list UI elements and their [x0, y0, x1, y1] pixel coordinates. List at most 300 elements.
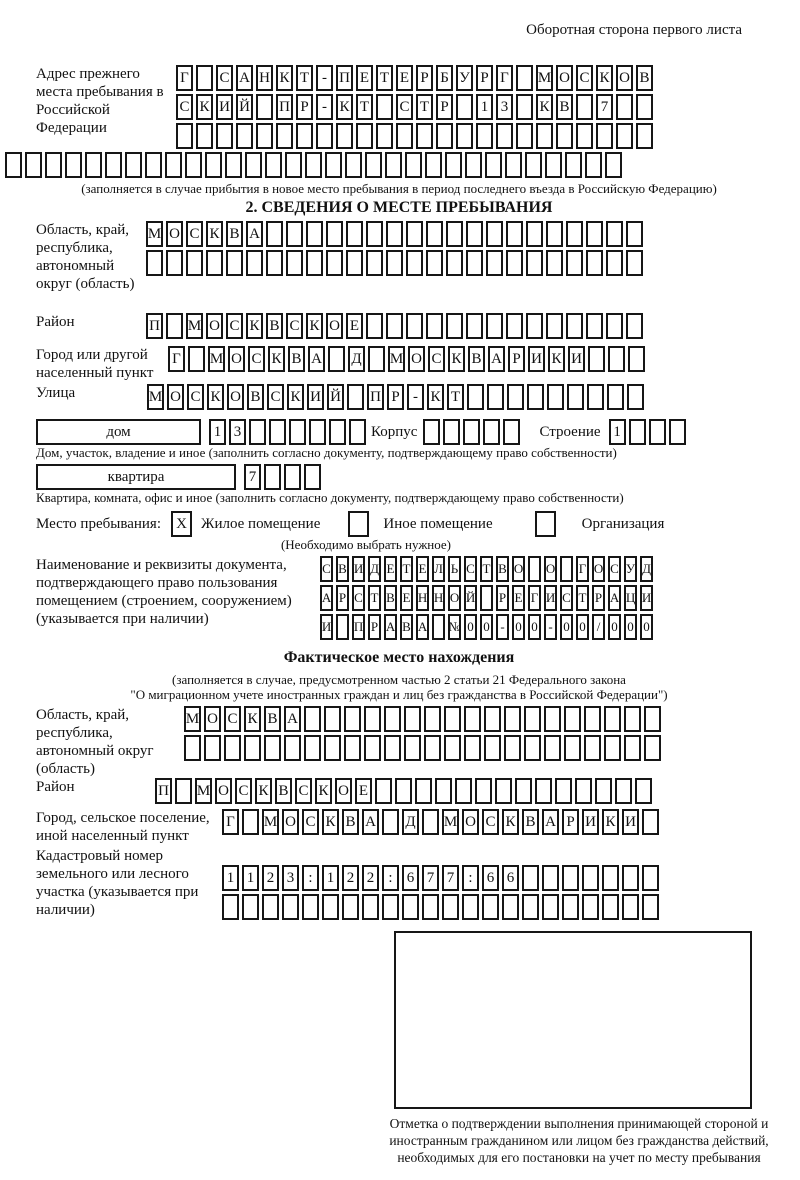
char-cell[interactable]: А — [542, 809, 559, 835]
char-cell[interactable]: Е — [396, 65, 413, 91]
char-cell[interactable] — [483, 419, 500, 445]
char-cell[interactable]: О — [408, 346, 425, 372]
char-cell[interactable] — [404, 706, 421, 732]
char-cell[interactable] — [222, 894, 239, 920]
char-cell[interactable] — [366, 313, 383, 339]
char-cell[interactable] — [344, 735, 361, 761]
char-cell[interactable]: А — [362, 809, 379, 835]
char-cell[interactable] — [286, 221, 303, 247]
char-cell[interactable]: А — [284, 706, 301, 732]
char-cell[interactable]: О — [616, 65, 633, 91]
char-cell[interactable]: М — [208, 346, 225, 372]
char-cell[interactable]: П — [352, 614, 365, 640]
char-cell[interactable] — [125, 152, 142, 178]
char-cell[interactable] — [455, 778, 472, 804]
char-cell[interactable] — [503, 419, 520, 445]
char-cell[interactable] — [422, 809, 439, 835]
char-cell[interactable]: 0 — [528, 614, 541, 640]
char-cell[interactable] — [384, 706, 401, 732]
char-cell[interactable] — [376, 123, 393, 149]
char-cell[interactable]: Е — [346, 313, 363, 339]
char-cell[interactable] — [166, 250, 183, 276]
char-cell[interactable] — [402, 894, 419, 920]
char-cell[interactable] — [485, 152, 502, 178]
char-cell[interactable]: Р — [336, 585, 349, 611]
char-cell[interactable] — [432, 614, 445, 640]
char-cell[interactable] — [622, 865, 639, 891]
char-cell[interactable] — [245, 152, 262, 178]
char-cell[interactable] — [624, 735, 641, 761]
char-cell[interactable]: Е — [356, 65, 373, 91]
char-cell[interactable]: : — [382, 865, 399, 891]
char-cell[interactable] — [576, 123, 593, 149]
apartment-cells[interactable] — [244, 464, 324, 490]
char-cell[interactable] — [604, 706, 621, 732]
char-cell[interactable]: М — [146, 221, 163, 247]
char-cell[interactable] — [566, 313, 583, 339]
char-cell[interactable]: Р — [562, 809, 579, 835]
char-cell[interactable]: Й — [327, 384, 344, 410]
char-cell[interactable] — [566, 250, 583, 276]
char-cell[interactable]: К — [206, 221, 223, 247]
char-cell[interactable] — [526, 250, 543, 276]
char-cell[interactable] — [584, 706, 601, 732]
char-cell[interactable]: : — [302, 865, 319, 891]
char-cell[interactable] — [605, 152, 622, 178]
prev-address-row-1[interactable] — [176, 65, 656, 91]
char-cell[interactable] — [206, 250, 223, 276]
char-cell[interactable] — [586, 221, 603, 247]
char-cell[interactable] — [364, 735, 381, 761]
char-cell[interactable]: В — [288, 346, 305, 372]
char-cell[interactable] — [45, 152, 62, 178]
region-row-2[interactable] — [146, 250, 646, 276]
char-cell[interactable] — [366, 221, 383, 247]
char-cell[interactable]: Т — [400, 556, 413, 582]
prev-address-row-4[interactable] — [5, 152, 762, 178]
char-cell[interactable] — [347, 384, 364, 410]
char-cell[interactable] — [584, 735, 601, 761]
char-cell[interactable] — [506, 313, 523, 339]
char-cell[interactable]: 3 — [229, 419, 246, 445]
char-cell[interactable] — [616, 94, 633, 120]
char-cell[interactable]: В — [496, 556, 509, 582]
char-cell[interactable] — [284, 464, 301, 490]
char-cell[interactable] — [544, 706, 561, 732]
char-cell[interactable] — [466, 221, 483, 247]
organization-checkbox[interactable] — [535, 511, 556, 537]
char-cell[interactable] — [426, 313, 443, 339]
char-cell[interactable] — [482, 894, 499, 920]
char-cell[interactable]: С — [428, 346, 445, 372]
char-cell[interactable] — [265, 152, 282, 178]
document-row-2[interactable] — [320, 585, 656, 611]
char-cell[interactable]: 0 — [624, 614, 637, 640]
char-cell[interactable] — [375, 778, 392, 804]
char-cell[interactable]: С — [576, 65, 593, 91]
char-cell[interactable]: О — [166, 221, 183, 247]
char-cell[interactable] — [669, 419, 686, 445]
char-cell[interactable] — [289, 419, 306, 445]
char-cell[interactable]: Т — [356, 94, 373, 120]
char-cell[interactable]: 1 — [209, 419, 226, 445]
char-cell[interactable] — [406, 313, 423, 339]
char-cell[interactable]: У — [624, 556, 637, 582]
char-cell[interactable]: Т — [368, 585, 381, 611]
char-cell[interactable]: И — [352, 556, 365, 582]
char-cell[interactable]: У — [456, 65, 473, 91]
char-cell[interactable]: В — [384, 585, 397, 611]
char-cell[interactable] — [405, 152, 422, 178]
char-cell[interactable]: 7 — [244, 464, 261, 490]
char-cell[interactable] — [604, 735, 621, 761]
char-cell[interactable]: Е — [400, 585, 413, 611]
char-cell[interactable] — [516, 123, 533, 149]
char-cell[interactable] — [424, 735, 441, 761]
char-cell[interactable] — [386, 250, 403, 276]
char-cell[interactable] — [336, 123, 353, 149]
cadastre-row-1[interactable] — [222, 865, 662, 891]
char-cell[interactable] — [395, 778, 412, 804]
char-cell[interactable]: П — [367, 384, 384, 410]
char-cell[interactable] — [547, 384, 564, 410]
char-cell[interactable] — [536, 123, 553, 149]
char-cell[interactable] — [443, 419, 460, 445]
char-cell[interactable] — [266, 221, 283, 247]
char-cell[interactable]: - — [407, 384, 424, 410]
char-cell[interactable] — [486, 313, 503, 339]
char-cell[interactable] — [587, 384, 604, 410]
char-cell[interactable] — [316, 123, 333, 149]
char-cell[interactable]: / — [592, 614, 605, 640]
street-row[interactable] — [147, 384, 647, 410]
char-cell[interactable] — [524, 706, 541, 732]
char-cell[interactable]: С — [248, 346, 265, 372]
char-cell[interactable] — [506, 221, 523, 247]
char-cell[interactable] — [626, 313, 643, 339]
char-cell[interactable]: 0 — [576, 614, 589, 640]
char-cell[interactable] — [244, 735, 261, 761]
char-cell[interactable]: 1 — [222, 865, 239, 891]
char-cell[interactable]: 7 — [442, 865, 459, 891]
char-cell[interactable]: Р — [508, 346, 525, 372]
char-cell[interactable]: К — [602, 809, 619, 835]
char-cell[interactable] — [105, 152, 122, 178]
char-cell[interactable] — [626, 221, 643, 247]
char-cell[interactable]: Р — [416, 65, 433, 91]
char-cell[interactable]: С — [396, 94, 413, 120]
char-cell[interactable] — [296, 123, 313, 149]
char-cell[interactable] — [356, 123, 373, 149]
char-cell[interactable] — [545, 152, 562, 178]
char-cell[interactable]: Г — [528, 585, 541, 611]
char-cell[interactable] — [544, 735, 561, 761]
char-cell[interactable] — [304, 706, 321, 732]
char-cell[interactable] — [606, 250, 623, 276]
char-cell[interactable]: М — [388, 346, 405, 372]
char-cell[interactable] — [264, 735, 281, 761]
char-cell[interactable] — [304, 735, 321, 761]
char-cell[interactable] — [616, 123, 633, 149]
char-cell[interactable] — [596, 123, 613, 149]
char-cell[interactable] — [224, 735, 241, 761]
char-cell[interactable] — [326, 221, 343, 247]
char-cell[interactable]: В — [400, 614, 413, 640]
char-cell[interactable] — [165, 152, 182, 178]
char-cell[interactable]: Р — [496, 585, 509, 611]
char-cell[interactable]: Б — [436, 65, 453, 91]
char-cell[interactable]: № — [448, 614, 461, 640]
char-cell[interactable] — [535, 778, 552, 804]
char-cell[interactable] — [382, 809, 399, 835]
document-row-3[interactable] — [320, 614, 656, 640]
char-cell[interactable] — [649, 419, 666, 445]
char-cell[interactable]: - — [544, 614, 557, 640]
char-cell[interactable]: С — [464, 556, 477, 582]
char-cell[interactable]: Е — [355, 778, 372, 804]
char-cell[interactable]: С — [286, 313, 303, 339]
char-cell[interactable] — [502, 894, 519, 920]
char-cell[interactable] — [344, 706, 361, 732]
char-cell[interactable] — [504, 735, 521, 761]
prev-address-row-3[interactable] — [176, 123, 656, 149]
char-cell[interactable] — [184, 735, 201, 761]
char-cell[interactable] — [476, 123, 493, 149]
char-cell[interactable]: Г — [496, 65, 513, 91]
char-cell[interactable]: С — [226, 313, 243, 339]
char-cell[interactable] — [346, 221, 363, 247]
char-cell[interactable]: А — [320, 585, 333, 611]
char-cell[interactable] — [196, 65, 213, 91]
char-cell[interactable]: И — [582, 809, 599, 835]
char-cell[interactable]: В — [336, 556, 349, 582]
char-cell[interactable] — [362, 894, 379, 920]
char-cell[interactable]: А — [488, 346, 505, 372]
char-cell[interactable]: 1 — [322, 865, 339, 891]
char-cell[interactable] — [567, 384, 584, 410]
char-cell[interactable] — [324, 735, 341, 761]
char-cell[interactable]: С — [320, 556, 333, 582]
char-cell[interactable] — [242, 809, 259, 835]
char-cell[interactable] — [368, 346, 385, 372]
char-cell[interactable] — [484, 735, 501, 761]
char-cell[interactable]: Т — [447, 384, 464, 410]
char-cell[interactable]: 7 — [596, 94, 613, 120]
char-cell[interactable]: С — [302, 809, 319, 835]
char-cell[interactable] — [306, 250, 323, 276]
char-cell[interactable]: Д — [640, 556, 653, 582]
char-cell[interactable]: П — [276, 94, 293, 120]
char-cell[interactable] — [266, 250, 283, 276]
char-cell[interactable] — [636, 123, 653, 149]
char-cell[interactable] — [386, 313, 403, 339]
char-cell[interactable]: С — [235, 778, 252, 804]
char-cell[interactable]: Д — [348, 346, 365, 372]
city-row[interactable] — [168, 346, 648, 372]
char-cell[interactable] — [145, 152, 162, 178]
char-cell[interactable]: О — [282, 809, 299, 835]
char-cell[interactable] — [565, 152, 582, 178]
char-cell[interactable] — [444, 706, 461, 732]
char-cell[interactable]: 2 — [342, 865, 359, 891]
char-cell[interactable]: С — [352, 585, 365, 611]
char-cell[interactable] — [425, 152, 442, 178]
district-row[interactable] — [146, 313, 646, 339]
char-cell[interactable] — [496, 123, 513, 149]
char-cell[interactable]: В — [342, 809, 359, 835]
char-cell[interactable]: О — [206, 313, 223, 339]
char-cell[interactable] — [146, 250, 163, 276]
char-cell[interactable] — [626, 250, 643, 276]
char-cell[interactable] — [627, 384, 644, 410]
char-cell[interactable]: Г — [168, 346, 185, 372]
char-cell[interactable] — [524, 735, 541, 761]
char-cell[interactable] — [424, 706, 441, 732]
char-cell[interactable]: А — [308, 346, 325, 372]
char-cell[interactable] — [602, 865, 619, 891]
char-cell[interactable] — [586, 313, 603, 339]
char-cell[interactable] — [384, 735, 401, 761]
char-cell[interactable] — [576, 94, 593, 120]
char-cell[interactable] — [406, 221, 423, 247]
char-cell[interactable] — [585, 152, 602, 178]
char-cell[interactable]: С — [224, 706, 241, 732]
char-cell[interactable]: С — [482, 809, 499, 835]
char-cell[interactable]: Г — [176, 65, 193, 91]
char-cell[interactable]: О — [215, 778, 232, 804]
char-cell[interactable] — [642, 894, 659, 920]
char-cell[interactable] — [615, 778, 632, 804]
char-cell[interactable]: С — [186, 221, 203, 247]
char-cell[interactable]: С — [560, 585, 573, 611]
char-cell[interactable]: 6 — [502, 865, 519, 891]
char-cell[interactable]: М — [262, 809, 279, 835]
char-cell[interactable]: К — [548, 346, 565, 372]
char-cell[interactable] — [256, 94, 273, 120]
char-cell[interactable]: Р — [592, 585, 605, 611]
char-cell[interactable]: С — [267, 384, 284, 410]
char-cell[interactable] — [406, 250, 423, 276]
char-cell[interactable]: С — [176, 94, 193, 120]
house-number-cells[interactable] — [209, 419, 369, 445]
char-cell[interactable] — [556, 123, 573, 149]
char-cell[interactable]: 1 — [242, 865, 259, 891]
char-cell[interactable] — [606, 313, 623, 339]
char-cell[interactable] — [426, 250, 443, 276]
char-cell[interactable]: В — [636, 65, 653, 91]
char-cell[interactable]: В — [556, 94, 573, 120]
char-cell[interactable] — [246, 250, 263, 276]
actual-district-row[interactable] — [155, 778, 655, 804]
char-cell[interactable]: О — [167, 384, 184, 410]
char-cell[interactable]: К — [322, 809, 339, 835]
char-cell[interactable]: 1 — [476, 94, 493, 120]
char-cell[interactable]: В — [226, 221, 243, 247]
char-cell[interactable] — [595, 778, 612, 804]
other-premises-checkbox[interactable] — [348, 511, 369, 537]
char-cell[interactable] — [366, 250, 383, 276]
char-cell[interactable] — [522, 894, 539, 920]
char-cell[interactable]: Т — [480, 556, 493, 582]
char-cell[interactable] — [376, 94, 393, 120]
char-cell[interactable] — [466, 313, 483, 339]
char-cell[interactable] — [644, 735, 661, 761]
char-cell[interactable] — [185, 152, 202, 178]
char-cell[interactable] — [309, 419, 326, 445]
char-cell[interactable] — [629, 419, 646, 445]
char-cell[interactable]: 6 — [482, 865, 499, 891]
char-cell[interactable] — [196, 123, 213, 149]
char-cell[interactable] — [487, 384, 504, 410]
char-cell[interactable] — [328, 346, 345, 372]
char-cell[interactable] — [475, 778, 492, 804]
char-cell[interactable] — [325, 152, 342, 178]
char-cell[interactable] — [606, 221, 623, 247]
char-cell[interactable]: 0 — [464, 614, 477, 640]
char-cell[interactable] — [575, 778, 592, 804]
char-cell[interactable] — [166, 313, 183, 339]
char-cell[interactable] — [422, 894, 439, 920]
char-cell[interactable] — [446, 313, 463, 339]
char-cell[interactable] — [282, 894, 299, 920]
char-cell[interactable] — [562, 894, 579, 920]
char-cell[interactable] — [396, 123, 413, 149]
char-cell[interactable]: И — [216, 94, 233, 120]
char-cell[interactable]: О — [228, 346, 245, 372]
char-cell[interactable]: К — [207, 384, 224, 410]
char-cell[interactable] — [526, 313, 543, 339]
char-cell[interactable]: О — [556, 65, 573, 91]
char-cell[interactable]: 3 — [496, 94, 513, 120]
char-cell[interactable]: Н — [256, 65, 273, 91]
char-cell[interactable] — [329, 419, 346, 445]
char-cell[interactable] — [176, 123, 193, 149]
char-cell[interactable] — [365, 152, 382, 178]
char-cell[interactable]: В — [522, 809, 539, 835]
char-cell[interactable]: 0 — [480, 614, 493, 640]
korpus-cells[interactable] — [423, 419, 523, 445]
char-cell[interactable]: Д — [368, 556, 381, 582]
char-cell[interactable]: К — [336, 94, 353, 120]
char-cell[interactable] — [486, 250, 503, 276]
char-cell[interactable]: К — [448, 346, 465, 372]
char-cell[interactable] — [204, 735, 221, 761]
char-cell[interactable]: И — [622, 809, 639, 835]
char-cell[interactable]: С — [608, 556, 621, 582]
char-cell[interactable] — [526, 221, 543, 247]
char-cell[interactable] — [522, 865, 539, 891]
char-cell[interactable] — [560, 556, 573, 582]
char-cell[interactable]: Й — [464, 585, 477, 611]
char-cell[interactable]: А — [246, 221, 263, 247]
char-cell[interactable] — [385, 152, 402, 178]
char-cell[interactable]: М — [195, 778, 212, 804]
char-cell[interactable] — [442, 894, 459, 920]
char-cell[interactable] — [262, 894, 279, 920]
char-cell[interactable]: Д — [402, 809, 419, 835]
char-cell[interactable]: Л — [432, 556, 445, 582]
char-cell[interactable]: К — [536, 94, 553, 120]
char-cell[interactable]: 2 — [362, 865, 379, 891]
char-cell[interactable]: С — [187, 384, 204, 410]
char-cell[interactable] — [324, 706, 341, 732]
char-cell[interactable] — [284, 735, 301, 761]
char-cell[interactable] — [546, 221, 563, 247]
char-cell[interactable]: Г — [222, 809, 239, 835]
char-cell[interactable]: Р — [436, 94, 453, 120]
char-cell[interactable]: Т — [576, 585, 589, 611]
char-cell[interactable] — [5, 152, 22, 178]
